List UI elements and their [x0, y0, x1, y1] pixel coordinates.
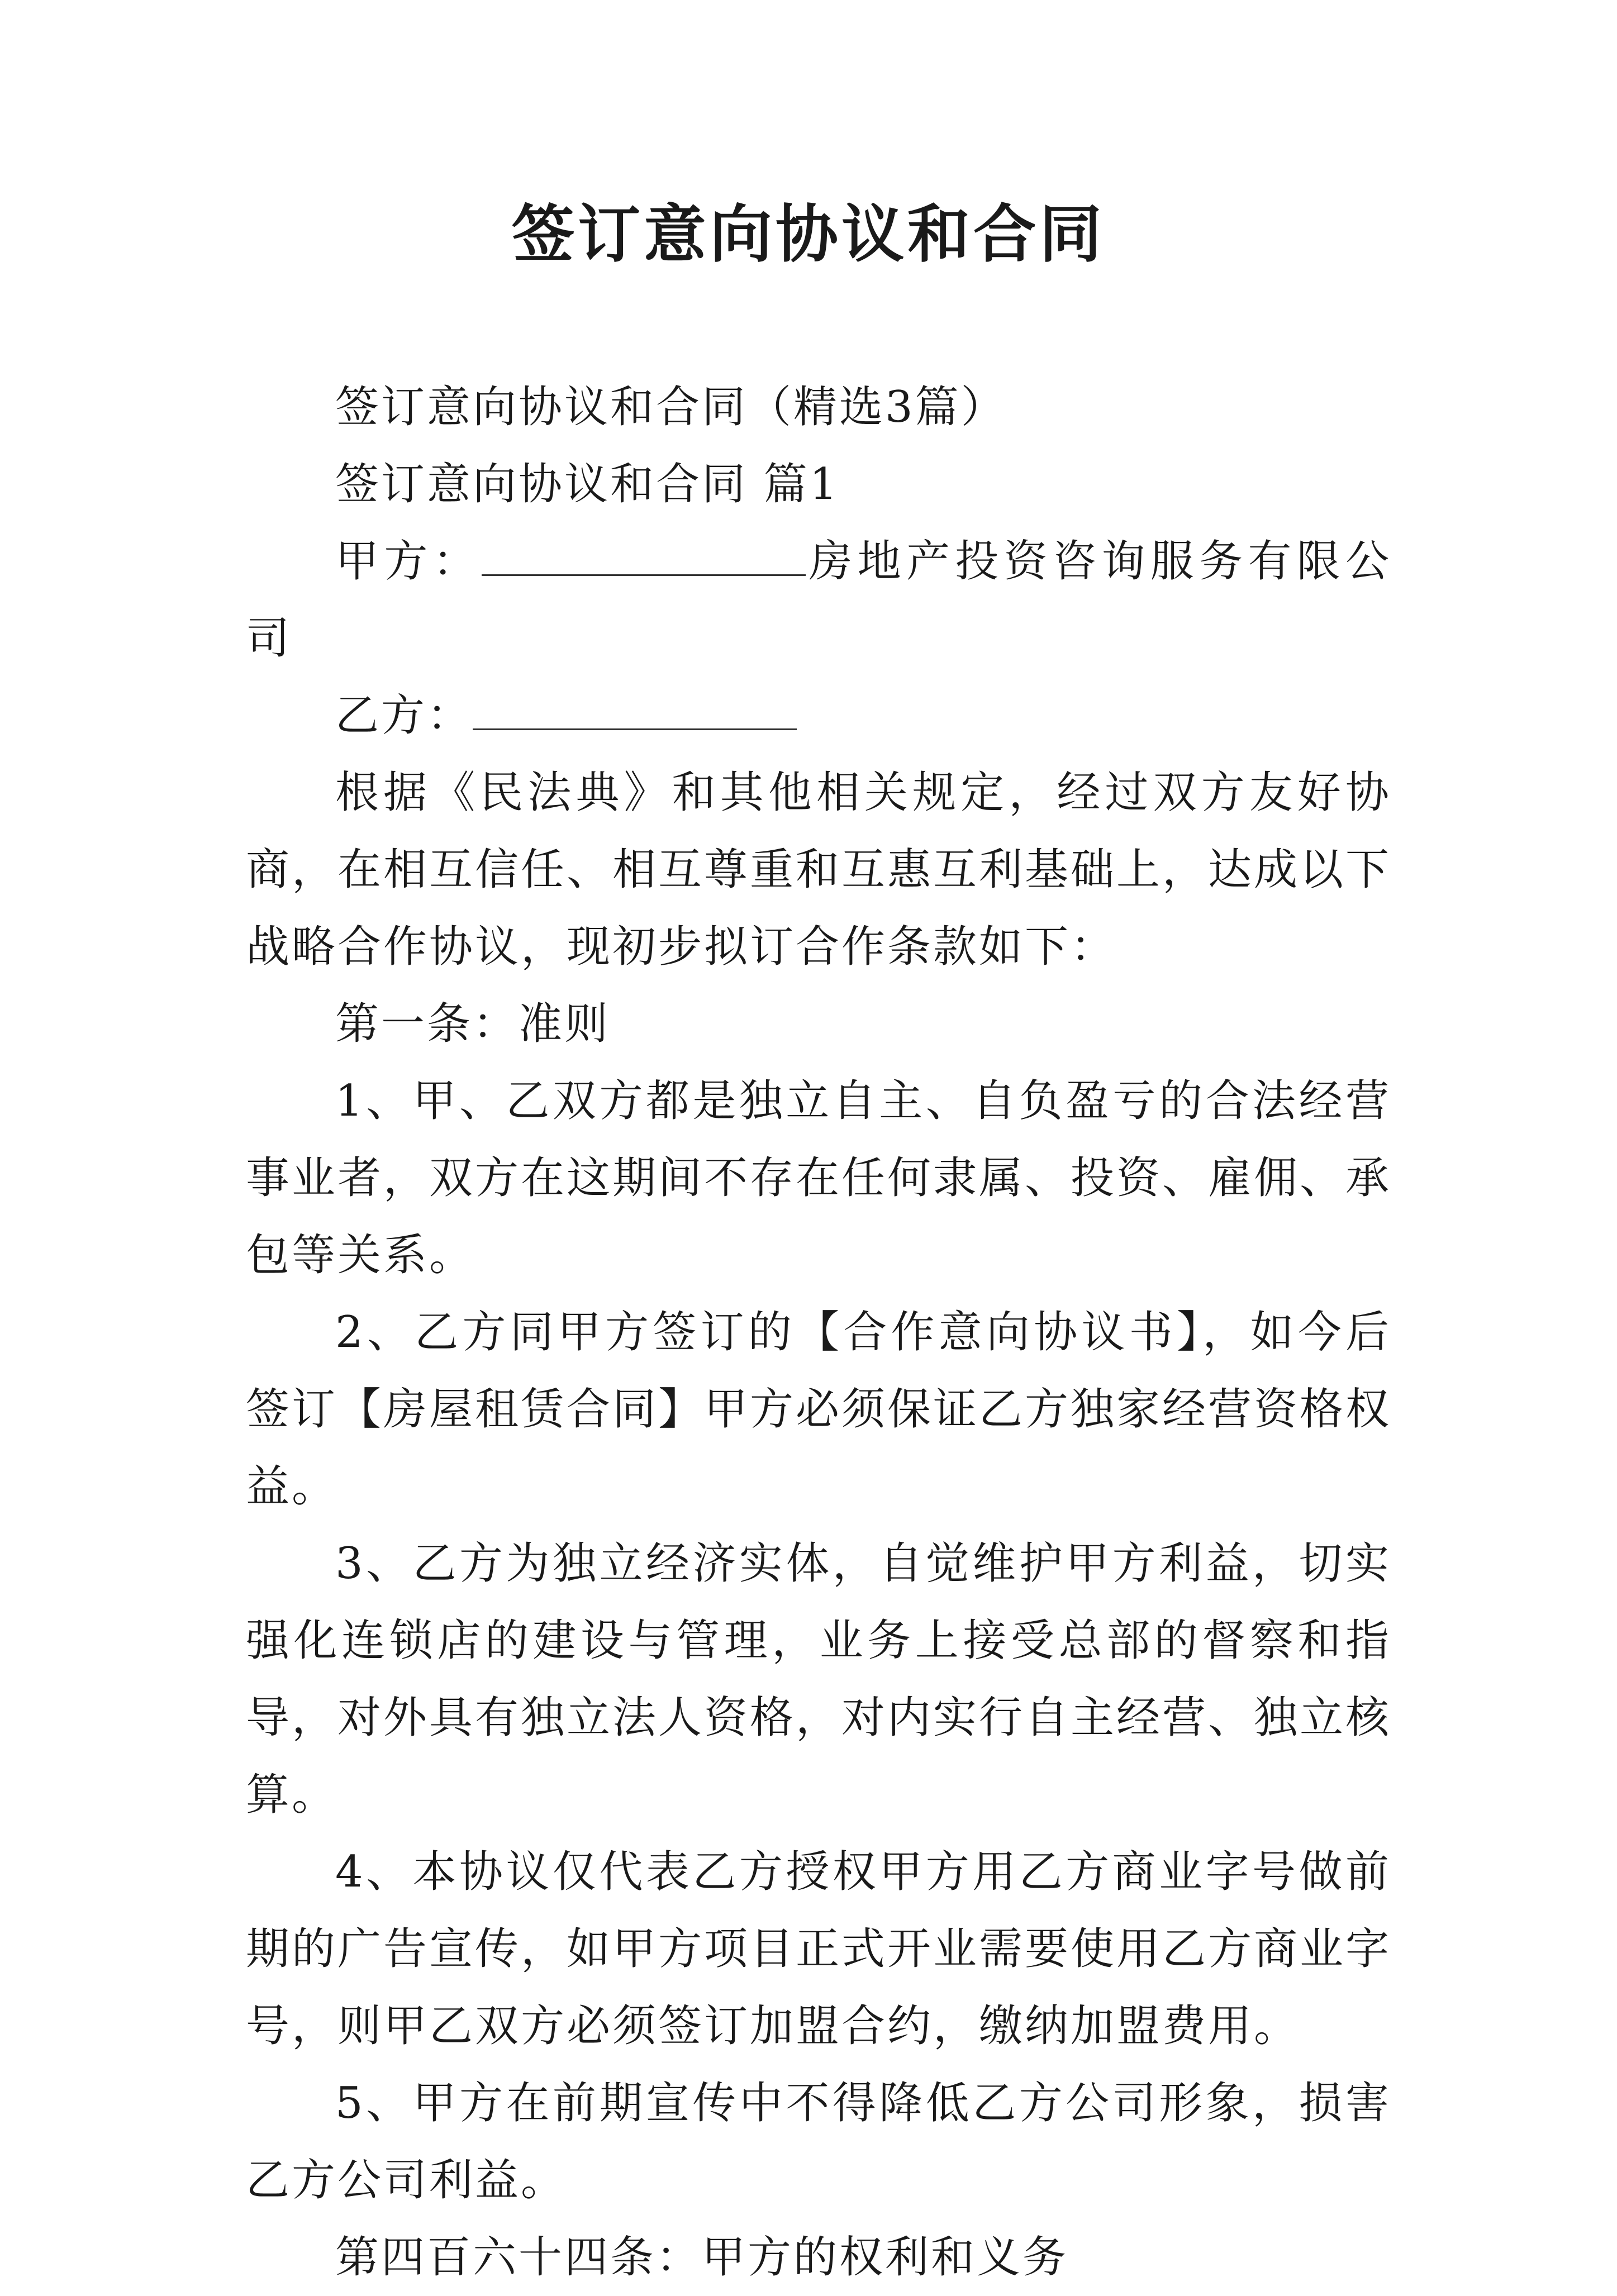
party-a-blank-field — [482, 535, 806, 576]
document-subtitle: 签订意向协议和合同（精选3篇） — [335, 382, 1007, 432]
article-464-title: 第四百六十四条：甲方的权利和义务 — [335, 2232, 1069, 2283]
party-b-label: 乙方： — [335, 690, 473, 741]
intro-paragraph: 根据《民法典》和其他相关规定，经过双方友好协商，在相互信任、相互尊重和互惠互利基础上，达成以下战略合作协议，现初步拟订合作条款如下： — [246, 768, 1392, 972]
article-1-title: 第一条：准则 — [335, 999, 611, 1049]
party-b-blank-field — [473, 689, 797, 730]
clause-1: 1、甲、乙双方都是独立自主、自负盈亏的合法经营事业者，双方在这期间不存在任何隶属、投资、雇佣、承包等关系。 — [246, 1076, 1392, 1280]
clause-5: 5、甲方在前期宣传中不得降低乙方公司形象，损害乙方公司利益。 — [246, 2078, 1391, 2206]
section-heading: 签订意向协议和合同 篇1 — [335, 459, 840, 509]
clause-2: 2、乙方同甲方签订的【合作意向协议书】，如今后签订【房屋租赁合同】甲方必须保证乙方独家经营资格权益。 — [246, 1307, 1392, 1512]
party-a-company: 房地产投资咨询服务有限公司 — [246, 536, 1391, 664]
party-b-line — [246, 677, 1391, 754]
clause-4: 4、本协议仅代表乙方授权甲方用乙方商业字号做前期的广告宣传，如甲方项目正式开业需要使用乙方商业字号，则甲乙双方必须签订加盟合约，缴纳加盟费用。 — [246, 1847, 1392, 2051]
clause-3: 3、乙方为独立经济实体，自觉维护甲方利益，切实强化连锁店的建设与管理，业务上接受总部的督察和指导，对外具有独立法人资格，对内实行自主经营、独立核算。 — [246, 1538, 1392, 1820]
party-a-label: 甲方： — [335, 536, 482, 587]
document-body — [246, 369, 1391, 2296]
document-title: 签订意向协议和合同 — [512, 198, 1105, 271]
party-a-line — [246, 523, 1391, 677]
